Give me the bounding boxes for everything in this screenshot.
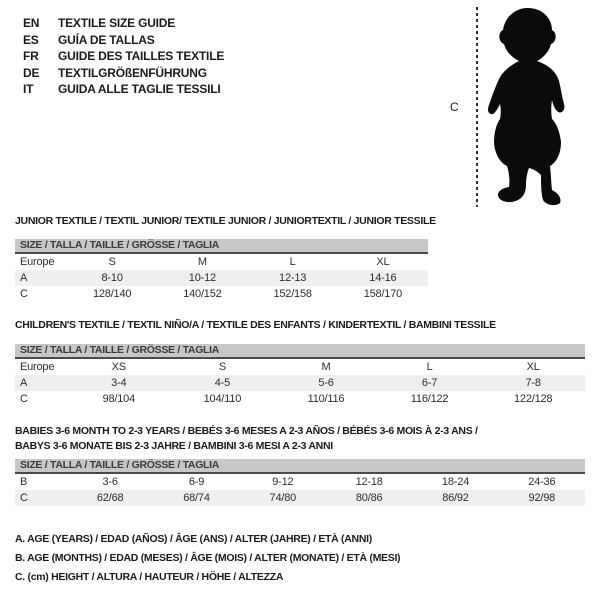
size-value-cell: XL	[376, 256, 390, 268]
size-value-cell: 5-6	[318, 377, 334, 389]
size-header-bar: SIZE / TALLA / TAILLE / GRÖSSE / TAGLIA	[15, 239, 428, 254]
size-value-cell: 140/152	[183, 288, 222, 300]
size-value-cell: 68/74	[183, 492, 210, 504]
section-title-junior: JUNIOR TEXTILE / TEXTIL JUNIOR/ TEXTILE JUNIOR / JUNIORTEXTIL / JUNIOR TESSILE	[15, 215, 436, 227]
table-rows	[15, 474, 585, 506]
size-value-cell: 98/104	[102, 393, 136, 405]
size-value-cell: 116/122	[410, 393, 449, 405]
language-code: FR	[23, 49, 39, 63]
language-code: ES	[23, 32, 39, 47]
language-code: IT	[23, 82, 34, 96]
size-value-cell: 86/92	[442, 492, 469, 504]
size-value-cell: 8-10	[101, 272, 123, 284]
size-value-cell: 80/86	[355, 492, 383, 504]
size-value-cell: 74/80	[269, 492, 297, 504]
size-header-bar: SIZE / TALLA / TAILLE / GRÖSSE / TAGLIA	[15, 344, 585, 359]
table-rows	[15, 254, 428, 302]
junior-size-table	[15, 239, 428, 302]
language-row-de	[23, 65, 224, 82]
babies-size-table	[15, 459, 585, 506]
size-value-cell: 14-16	[369, 272, 397, 284]
table-rows	[15, 359, 585, 407]
table-row	[15, 286, 428, 302]
size-value-cell: 6-7	[421, 377, 438, 389]
size-value-cell: 62/68	[96, 492, 124, 504]
table-row	[15, 254, 428, 270]
language-title: TEXTILGRÖßENFÜHRUNG	[58, 65, 207, 80]
children-size-table	[15, 344, 585, 407]
size-value-cell: L	[289, 256, 296, 268]
table-row	[15, 474, 585, 490]
footnote-age-months: B. AGE (MONTHS) / EDAD (MESES) / ÂGE (MOIS) / ALTER (MONATE) / ETÀ (MESI)	[15, 552, 401, 564]
table-row	[15, 490, 585, 506]
size-value-cell: XS	[111, 361, 126, 373]
size-value-cell: 3-4	[111, 377, 127, 389]
height-measure-dotted-line	[476, 7, 478, 207]
language-code: EN	[23, 16, 40, 30]
size-value-cell: M	[321, 361, 331, 373]
size-value-cell: 7-8	[525, 377, 541, 389]
table-row	[15, 391, 585, 407]
row-label: B	[20, 476, 28, 488]
section-title-babies-line2: BABYS 3-6 MONATE BIS 2-3 JAHRE / BAMBINI 3-6 MESI A 2-3 ANNI	[15, 440, 333, 452]
size-value-cell: L	[426, 361, 433, 373]
size-header-bar: SIZE / TALLA / TAILLE / GRÖSSE / TAGLIA	[15, 459, 585, 474]
size-value-cell: 18-24	[441, 476, 470, 488]
table-row	[15, 359, 585, 375]
language-row-it	[23, 81, 224, 98]
language-title: TEXTILE SIZE GUIDE	[58, 16, 176, 30]
size-value-cell: 122/128	[513, 393, 553, 405]
footnote-age-years: A. AGE (YEARS) / EDAD (AÑOS) / ÂGE (ANS) / ALTER (JAHRE) / ETÀ (ANNI)	[15, 533, 372, 545]
size-value-cell: 12-13	[279, 272, 307, 284]
table-row	[15, 375, 585, 391]
size-value-cell: 3-6	[102, 476, 118, 488]
size-value-cell: 128/140	[92, 288, 132, 300]
size-value-cell: 158/170	[363, 288, 403, 300]
row-label: Europe	[20, 256, 55, 268]
section-title-children: CHILDREN'S TEXTILE / TEXTIL NIÑO/A / TEXTILE DES ENFANTS / KINDERTEXTIL / BAMBINI TESSILE	[15, 319, 496, 331]
size-value-cell: 10-12	[188, 272, 216, 284]
size-value-cell: 12-18	[355, 476, 383, 488]
language-title: GUIDE DES TAILLES TEXTILE	[58, 49, 225, 63]
language-title: GUIDA ALLE TAGLIE TESSILI	[58, 82, 221, 96]
size-value-cell: M	[197, 256, 207, 268]
size-value-cell: 92/98	[528, 492, 556, 504]
row-label: C	[20, 288, 28, 300]
size-value-cell: 152/158	[273, 288, 312, 300]
size-value-cell: 104/110	[203, 393, 242, 405]
row-label: A	[20, 272, 28, 284]
height-measure-label: C	[450, 100, 459, 114]
language-row-es	[23, 32, 224, 49]
row-label: C	[20, 492, 28, 504]
table-row	[15, 270, 428, 286]
size-value-cell: XL	[526, 361, 540, 373]
language-title-list	[23, 15, 224, 98]
size-value-cell: S	[108, 256, 116, 268]
row-label: Europe	[20, 361, 55, 373]
section-title-babies-line1: BABIES 3-6 MONTH TO 2-3 YEARS / BEBÉS 3-6 MESES A 2-3 AÑOS / BÉBÉS 3-6 MOIS À 2-3 ANS /	[15, 425, 478, 437]
size-value-cell: 24-36	[528, 476, 556, 488]
language-title: GUÍA DE TALLAS	[58, 32, 155, 47]
size-value-cell: 6-9	[188, 476, 205, 488]
row-label: C	[20, 393, 28, 405]
language-row-en	[23, 15, 224, 32]
language-code: DE	[23, 65, 40, 80]
size-value-cell: 110/116	[307, 393, 345, 405]
size-value-cell: 9-12	[272, 476, 294, 488]
size-value-cell: S	[218, 361, 226, 373]
footnote-height-cm: C. (cm) HEIGHT / ALTURA / HAUTEUR / HÖHE / ALTEZZA	[15, 571, 284, 583]
row-label: A	[20, 377, 28, 389]
size-value-cell: 4-5	[214, 377, 231, 389]
language-row-fr	[23, 48, 224, 65]
baby-silhouette	[484, 7, 572, 209]
